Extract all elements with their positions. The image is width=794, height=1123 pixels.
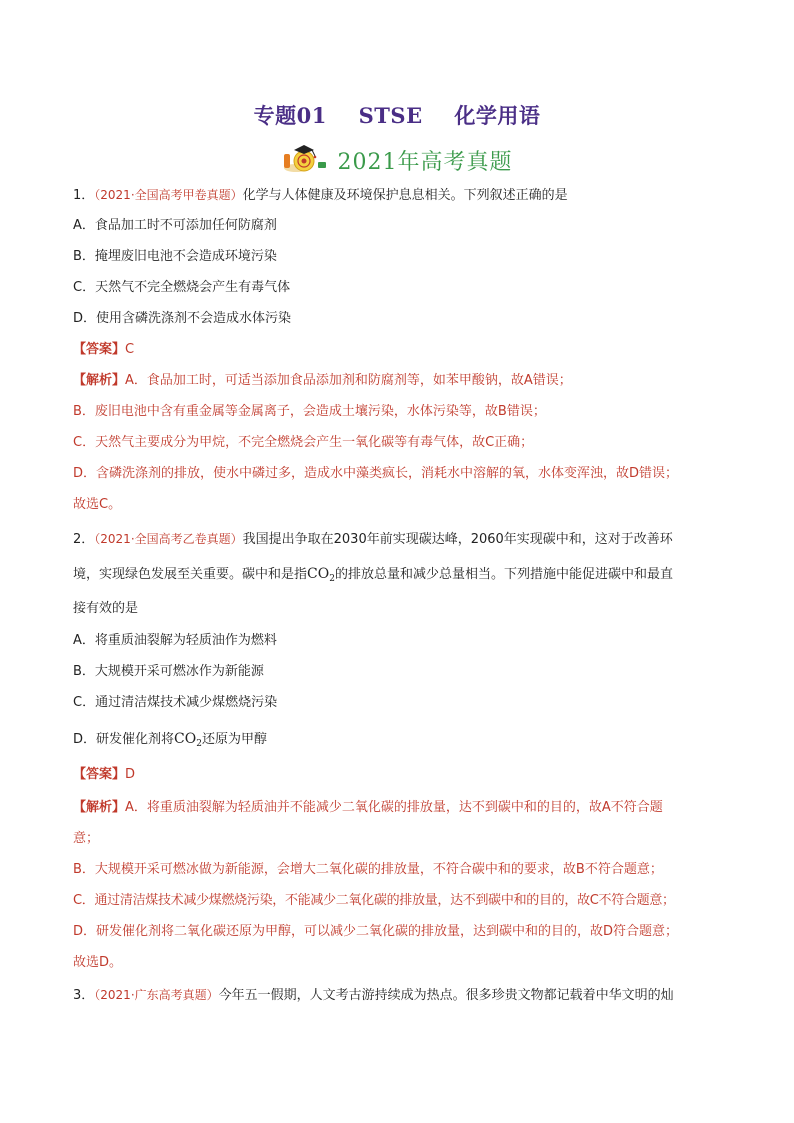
title-part-stse: STSE [358,103,423,128]
q2-analysis-a-line2: 意； [73,831,100,846]
q2-option-a: A．将重质油裂解为轻质油作为燃料 [73,633,277,648]
question-2-stem-line2: 境，实现绿色发展至关重要。碳中和是指$CO_2$的排放总量和减少总量相当。下列措施中能促进碳中和最直 [73,566,673,584]
q2-analysis-a-line1: 【解析】A．将重质油裂解为轻质油并不能减少二氧化碳的排放量，达不到碳中和的目的，故A不符合题 [73,800,663,815]
q2-option-b: B．大规模开采可燃冰作为新能源 [73,664,264,679]
q2-analysis-d: D．研发催化剂将二氧化碳还原为甲醇，可以减少二氧化碳的排放量，达到碳中和的目的，故D符合题意； [73,924,679,939]
page-title [0,100,794,130]
question-source: （2021·广东高考真题） [94,988,219,1002]
q1-analysis-d: D．含磷洗涤剂的排放，使水中磷过多，造成水中藻类疯长，消耗水中溶解的氧，水体变浑浊，故D错误； [73,466,679,481]
q2-option-d: D．研发催化剂将$CO_2$还原为甲醇 [73,731,267,749]
q1-option-d: D．使用含磷洗涤剂不会造成水体污染 [73,311,292,326]
subtitle: 2021年高考真题 [337,149,513,175]
title-part-topic: 专题01 [253,103,327,128]
question-source: （2021·全国高考乙卷真题） [94,532,243,546]
co2-formula: $CO_2$ [174,731,202,749]
q2-option-c: C．通过清洁煤技术减少煤燃烧污染 [73,695,278,710]
q1-option-c: C．天然气不完全燃烧会产生有毒气体 [73,280,291,295]
question-2-stem-line3: 接有效的是 [73,601,139,616]
q1-option-b: B．掩埋废旧电池不会造成环境污染 [73,249,277,264]
q1-answer: 【答案】C [73,342,135,357]
q1-analysis-c: C．天然气主要成分为甲烷，不完全燃烧会产生一氧化碳等有毒气体，故C正确； [73,435,534,450]
co2-formula: $CO_2$ [307,566,335,584]
q1-analysis-b: B．废旧电池中含有重金属等金属离子，会造成土壤污染，水体污染等，故B错误； [73,404,546,419]
q2-analysis-b: B．大规模开采可燃冰做为新能源，会增大二氧化碳的排放量，不符合碳中和的要求，故B不符合题意； [73,862,663,877]
title-part-chem: 化学用语 [454,103,541,128]
q2-conclusion: 故选D。 [73,955,123,970]
q1-option-a: A．食品加工时不可添加任何防腐剂 [73,218,277,233]
q2-analysis-c: C．通过清洁煤技术减少煤燃烧污染，不能减少二氧化碳的排放量，达不到碳中和的目的，故C不符合题意； [73,893,675,908]
q1-conclusion: 故选C。 [73,497,122,512]
subtitle-row [0,140,794,180]
question-source: （2021·全国高考甲卷真题） [94,188,243,202]
q2-answer: 【答案】D [73,767,136,782]
question-2-stem-line1: 2．（2021·全国高考乙卷真题）我国提出争取在2030年前实现碳达峰，2060年实现碳中和，这对于改善环 [73,532,673,547]
question-1-stem: 1．（2021·全国高考甲卷真题）化学与人体健康及环境保护息息相关。下列叙述正确的是 [73,188,568,203]
q1-analysis-a: 【解析】A．食品加工时，可适当添加食品添加剂和防腐剂等，如苯甲酸钠，故A错误； [73,373,572,388]
scholar-mascot-icon [282,142,330,178]
question-3-stem: 3．（2021·广东高考真题）今年五一假期，人文考古游持续成为热点。很多珍贵文物都记载着中华文明的灿 [73,988,674,1003]
